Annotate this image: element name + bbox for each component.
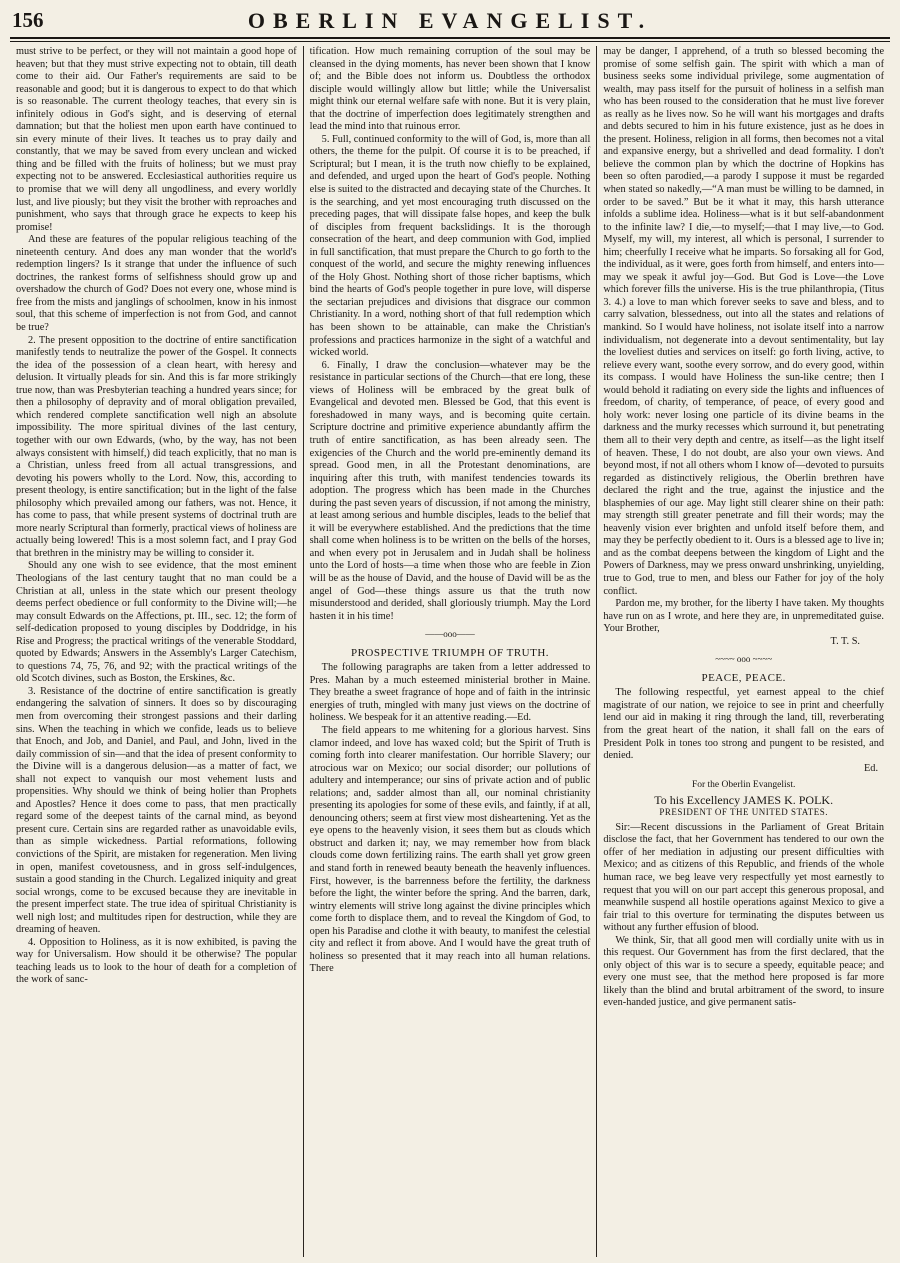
paragraph: may be danger, I apprehend, of a truth so blessed becoming the promise of some selfish gain. The spirit with which a man of business seeks some individual privilege, some augmentation of wealth, may pass itself for the pursuit of holiness in a selfish man who has been roused to the consideration that he must live forever as really as he lives now. So he will want his mortgages and drafts and debts secured to him in his future existence, just as he does in the present. Holiness, religion in all forms, then becomes not a vital and expansive energy, but a shrivelled and dead formality. I don't believe the common plan by which the doctrine of Hopkins has been so often parodied,—a parody I suppose it must be regarded when stated so nakedly,—“A man must be willing to be damned, in order to be saved.” But be it what it may, this harsh utterance infolds a sublime idea. Holiness—what is it but self-abandonment to the infinite law? I die,—to myself;—that I may live,—to God. Myself, my will, my interest, all which is personal, I surrender to him; cheerfully I receive what he imparts. So forsaking all for God, the individual, as it were, goes forth from himself, and enters into—may we speak it awful joy—God. But God is Love—the Love which forever fills the universe. His is the true philanthropia, (Titus 3. 4.) a love to man which forever seeks to save and bless, and to carry salvation, blessedness, out into all the states and relations of mankind. So I would have holiness, not isolate itself into a narrow individualism, not degenerate into a devout sentimentality, but lay the loveliest duties and services on itself: go forth living, active, to relieve every want, soothe every sorrow, and do every good, within its compass. I would have Holiness the sun-like centre; then I would behold it radiating on every side the lights and influences of freedom, of charity, of temperance, of peace, of every good and holy work: never losing one particle of its divine beams in the darkness and the murky recesses which surround it, but penetrating them all to their very depth and centre, as itself—as the light itself of heaven. These, I do not doubt, are also your own views. And beyond most, if not all others whom I know of—devoted to pursuits regarded as distinctively religious, the Oberlin brethren have declared the right and the true, against the injustice and the blasphemies of our age. May light still clearer shine on their path: may strength still greater penetrate and fill their words; may the heavenly vision ever brighten and unfold itself before them, and may they be perfectly obedient to it. Ours is a blessed age to live in; and as the combat deepens between the kingdom of Light and the Powers of Darkness, may we press onward unshrinking, unyielding, true to God, true to men, and bless our Father for joy of the holy conflict. <box>603 46 885 597</box>
masthead <box>10 6 890 36</box>
paragraph: must strive to be perfect, or they will not maintain a good hope of heaven; but that they must strive expecting not to obtain, till death come to their aid. Our Father's requirements are said to be reasonable and good; but it is dangerous to expect to do that which is so reasonable. The current theology teaches, that every sin is infinitely odious in God's sight, and is deserving of eternal damnation; but that the holiest men upon earth have continued to sin every minute of their lives. It teaches us to pray daily and constantly, that we may be saved from every unclean and wicked thing and be filled with the fruits of holiness; but we must pray expecting not to be answered. Ecclesiastical authorities require us to promise that we will deny all ungodliness, and every worldly lust, and live piously; but they visit the brother with reproaches and punishment, who says that through grace he expects to keep his promise! <box>16 46 297 233</box>
letter-signature: T. T. S. <box>830 635 861 647</box>
paragraph: 2. The present opposition to the doctrine of entire sanctification manifestly tends to neutralize the power of the Gospel. It connects the idea of the possession of a clean heart, with heresy and delusion. It virtually pleads for sin. And this is far more strikingly true now, than was Presbyterian teaching a hundred years since; for then a philosophy of depravity and of moral obligation prevailed, which rendered complete sanctification well nigh an absolute impossibility. The more spiritual divines of the last century, together with our own Edwards, (who, by the way, has not been always consistent with himself,) did teach explicitly, that no man is a Christian, unless freed from all actual transgressions, and devoting his powers wholly to the Lord. Now, this, according to present theology, is entire sanctification; but in the light of the false philosophy which prevailed among our fathers, was not. Hence, it has come to pass, that while present systems of doctrinal truth are more nearly Scriptural than formerly, practical views of holiness are actually being lowered! This is a most solemn fact, and I pray God that brethren in the ministry may be willing to consider it. <box>16 334 297 559</box>
paragraph: 5. Full, continued conformity to the will of God, is, more than all others, the theme for the pulpit. Of course it is to be preached, if Scriptural; but I mean, it is the truth now chiefly to be explained, and defended, and urged upon the heart of God's people. Nothing else is suited to the distracted and decaying state of the Churches. It is the searching, and yet most encouraging truth discussed on the preceding pages, that will dissipate false hopes, and keep the bulk of disciples from frequent backslidings. It is the thorough consecration of the heart, and deep communion with God, implied in full sanctification, that must prepare the Church to go forth to the conquest of the world, and secure the mighty renewing influences of the Holy Ghost. Nothing short of those richer baptisms, which bind the hearts of God's people together in pure love, will disperse the sectarian prejudices and divisions that disgrace our common Christianity. In a word, nothing short of that full redemption which has been shown to be attainable, can make the Christian's professions and practices harmonize in the sight of a watchful and wicked world. <box>309 133 591 359</box>
newspaper-title: OBERLIN EVANGELIST. <box>247 8 653 33</box>
column-1 <box>10 46 303 1257</box>
column-2-body <box>310 46 591 623</box>
prospective-triumph-title: PROSPECTIVE TRIUMPH OF TRUTH. <box>350 646 550 659</box>
masthead-rule-thin <box>10 41 890 42</box>
article-columns <box>10 46 890 1257</box>
addressee-line: To his Excellency JAMES K. POLK. <box>654 792 834 807</box>
section-divider: ~~~~ ooo ~~~~ <box>715 654 773 665</box>
column-2 <box>303 46 597 1257</box>
office-line: PRESIDENT OF THE UNITED STATES. <box>659 807 829 818</box>
paragraph: And these are features of the popular religious teaching of the nineteenth century. And does any man wonder that the world's redemption lingers? Is it strange that under the influence of such doctrines, the rankest forms of selfishness should grow up and overshadow the church of God? Does not every one, whose mind is free from the mists and janglings of schoolmen, know in his inmost soul, that this scheme of imperfection is not from God, and cannot be true? <box>16 234 297 334</box>
paragraph: tification. How much remaining corruption of the soul may be cleansed in the dying moments, has never been shown that I know of; and the Bible does not inform us. Doubtless the orthodox disciple would willingly allow but little; while the Universalist might think our eternal welfare safe with none. But it is very plain, that the doctrine of imperfection does legitimately strengthen and lead the mind into that ruinous error. <box>309 46 591 133</box>
paragraph: We think, Sir, that all good men will cordially unite with us in this request. Our Government has from the first declared, that the only object of this war is to secure a speedy, equitable peace; and every one must see, that the method here proposed is far more likely than the blind and brutal arbitrament of the sword, to insure even-handed justice, and give permanent satis- <box>603 934 885 1009</box>
peace-title: PEACE, PEACE. <box>701 671 786 684</box>
petition-body <box>603 822 884 1010</box>
page-number: 156 <box>12 8 44 32</box>
for-line: For the Oberlin Evangelist. <box>691 780 796 791</box>
column-3-body <box>603 46 884 636</box>
paragraph: The following paragraphs are taken from a letter addressed to Pres. Mahan by a much esteemed ministerial brother in Maine. They breathe a sweet fragrance of hope and of faith in the intrinsic energies of truth, mingled with many just views on the doctrine of holiness. We bespeak for it an attentive reading.—Ed. <box>309 662 591 724</box>
editor-signature: Ed. <box>864 762 879 774</box>
paragraph: Sir:—Recent discussions in the Parliament of Great Britain disclose the fact, that her Government has tendered to our own the offer of her mediation in adjusting our present difficulties with Mexico; and as citizens of this Republic, and friends of the whole human race, we beg leave very respectfully yet most earnestly to request that you will on our part accept this generous proposal, and meanwhile suspend all hostile operations against Mexico to give a fair trial to this overture for terminating the disputes between us without any further effusion of blood. <box>603 821 885 934</box>
paragraph: Pardon me, my brother, for the liberty I have taken. My thoughts have run on as I wrote, and here they are, in unpremeditated guise. Your Brother, <box>603 598 885 635</box>
paragraph: 4. Opposition to Holiness, as it is now exhibited, is paving the way for Universalism. How should it be otherwise? The popular teaching leads us to look to the hour of death for a completion of the work of sanc- <box>16 936 297 986</box>
masthead-rule <box>10 37 890 39</box>
column-1-body <box>16 46 297 987</box>
peace-intro: The following respectful, yet earnest appeal to the chief magistrate of our nation, we rejoice to see in print and cheerfully lend our aid in making it ring through the land, till, reverberating from the great heart of the nation, it shall fall on the ears of President Polk in tones too strong and pungent to be resisted, and denied. <box>603 687 885 762</box>
paragraph: The field appears to me whitening for a glorious harvest. Sins clamor indeed, and love has waxed cold; but the Spirit of Truth is coming forth into clearer manifestation. Our horrible Slavery; our atrocious war on Mexico; our social disorder; our pollutions of adultery and intemperance; our sins of private action and of public relations; and, sadder almost than all, our nominal christianity presenting its apologies for some of these evils, and faintly, if at all, denouncing others; seem at first view most disheartening. Yet as the eye opens to the heavenly vision, it sees them but as clouds which obstruct and darken it; nay, we may remember how from black clouds come down fertilizing rains. The earth shall yet grow green and stand forth in renewed beauty beneath the heavenly influences. First, however, is the barrenness before the fertility, the darkness before the light, the winter before the spring. And the barren, dark, wintry elements will strive long against the divine principles which come forth to displace them, and to reveal the Kingdom of God, to open his Paradise and clothe it with beauty, to manifest the celestial city and reflect it from above. And I would have the great truth of holiness so presented that it may reach into all human relations. There <box>309 724 591 975</box>
column-3 <box>596 46 890 1257</box>
paragraph: Should any one wish to see evidence, that the most eminent Theologians of the last century taught that no man could be a Christian at all, unless in the state which our present theology deems perfect obedience or full conformity to the Divine will;—he may consult Edwards on the Affections, pt. III., sec. 12; the form of self-dedication proposed to young disciples by Doddridge, in his Rise and Progress; the practical writings of the venerable Stoddard, quoted by Edwards; Answers in the Assembly's Larger Catechism, to questions 74, 75, 76, and 92; with the practical writings of the old Scotch divines, such as Boston, the Erskines, &c. <box>16 560 297 685</box>
paragraph: 3. Resistance of the doctrine of entire sanctification is greatly endangering the salvation of sinners. It does so by discouraging men from overcoming their strongest passions and their darling sins. When the teaching in which we confide, leads us to believe that Enoch, and Job, and Daniel, and Paul, and John, lived in the daily commission of sin—and that the idea of present conformity to the Divine will is a dangerous delusion—as a matter of fact, we shall not expect to vanquish our most vehement lusts and propensities. Why should we think of being holier than Prophets and Apostles? Hence it does come to pass, that men practically regard some of the deepest taints of the carnal mind, as beyond present cure. Certain sins are regarded rather as unavoidable evils, than as simple wickedness. Partial reformations, following convictions of the Spirit, are mistaken for regeneration. Men living in open, manifest covetousness, and in gross self-indulgences, sustain a good standing in the Church. Legalized iniquity and great social wrongs, come to be excused because they are inevitable in the present imperfect state. The true idea of spiritual Christianity is well nigh lost; and multitudes ripen for destruction, while they are dreaming of heaven. <box>16 685 297 936</box>
section-divider: ——ooo—— <box>425 629 475 640</box>
paragraph: 6. Finally, I draw the conclusion—whatever may be the resistance in particular sections of the Church—that ere long, these views of Holiness will be embraced by the great bulk of Evangelical and devoted men. Blessed be God, that this event is foreshadowed in many ways, and is becoming quite certain. Scripture doctrine and primitive experience abundantly affirm the truth of entire sanctification, as has been already seen. The exigencies of the Church and the world pre-eminently demand its spread. Good men, in all the Protestant denominations, are inquiring after this truth, with manifest tendencies towards its adoption. The progress which has been made in the Churches during the past seven years of discussion, if not among the ministry, at least among serious and humble disciples, leads to the belief that it will be everywhere established. And the predictions that the time shall come when holiness is to be written on the bells of the horses, and when every pot in Jerusalem and in Judah shall be holiness unto the Lord of hosts—a time when those who are feeble in Zion will be as the house of David, and the house of David will be as the angel of God—these things assure us that the truth now misunderstood and derided, shall gloriously triumph. May the Lord hasten it in his time! <box>309 359 591 622</box>
prospective-triumph-body <box>310 662 591 976</box>
